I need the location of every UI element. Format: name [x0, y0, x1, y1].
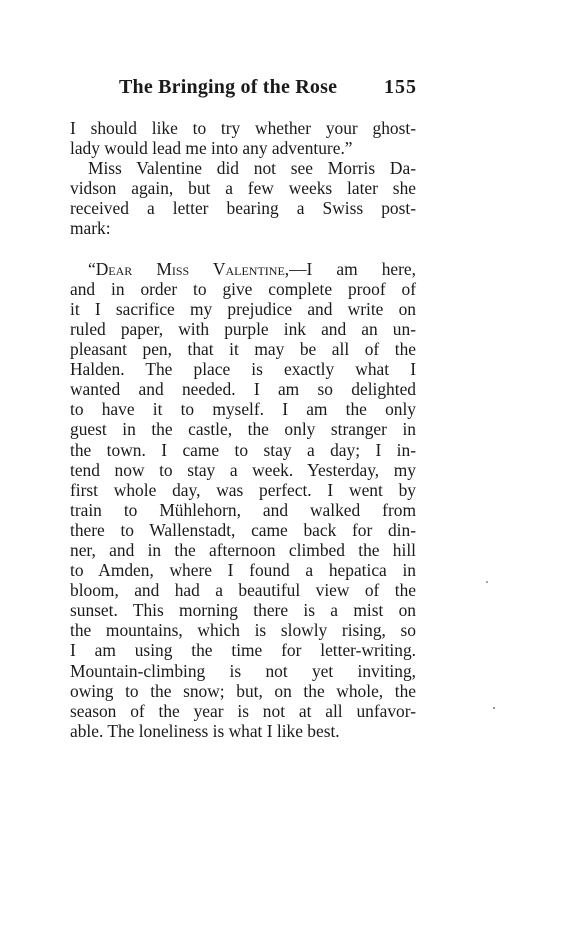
text-line: Halden. The place is exactly what I — [70, 359, 416, 380]
text-line: bloom, and had a beautiful view of the — [70, 580, 416, 601]
text-line: season of the year is not at all unfavor- — [70, 700, 416, 721]
letter-salutation: Dear Miss Valentine, — [95, 258, 290, 279]
page-number: 155 — [384, 76, 417, 98]
text-line: the town. I came to stay a day; I in- — [70, 439, 416, 460]
text-line: pleasant pen, that it may be all of the — [70, 339, 416, 360]
opening-line-rest: —I am here, — [289, 258, 416, 279]
running-title: The Bringing of the Rose — [119, 76, 338, 98]
opening-quote: “ — [88, 258, 96, 279]
text-line: there to Wallenstadt, came back for din- — [70, 519, 416, 540]
text-line: sunset. This morning there is a mist on — [70, 600, 416, 621]
text-line: I should like to try whether your ghost- — [70, 118, 416, 138]
paper-speck — [493, 707, 495, 709]
letter-opening-line — [70, 259, 416, 279]
text-line: tend now to stay a week. Yesterday, my — [70, 459, 416, 480]
paper-speck — [486, 581, 488, 583]
text-line: it I sacrifice my prejudice and write on — [70, 298, 416, 319]
text-line: vidson again, but a few weeks later she — [70, 178, 416, 199]
text-line: owing to the snow; but, on the whole, the — [70, 680, 416, 701]
text-line: Mountain-climbing is not yet inviting, — [70, 660, 416, 681]
text-line: lady would lead me into any adventure.” — [70, 138, 353, 159]
text-line: mark: — [70, 218, 111, 239]
text-line: ner, and in the afternoon climbed the hill — [70, 539, 416, 560]
text-line: guest in the castle, the only stranger in — [70, 419, 416, 440]
running-head — [119, 76, 417, 102]
text-line: and in order to give complete proof of — [70, 278, 416, 299]
text-line: to Amden, where I found a hepatica in — [70, 560, 416, 581]
body-text — [70, 118, 416, 741]
text-line: Miss Valentine did not see Morris Da- — [88, 158, 416, 179]
text-line: received a letter bearing a Swiss post- — [70, 198, 416, 219]
paragraph-gap — [70, 239, 416, 259]
text-line: the mountains, which is slowly rising, so — [70, 620, 416, 641]
text-line: to have it to myself. I am the only — [70, 399, 416, 420]
text-line: able. The loneliness is what I like best. — [70, 720, 340, 741]
text-line: first whole day, was perfect. I went by — [70, 479, 416, 500]
text-line: wanted and needed. I am so delighted — [70, 379, 416, 400]
text-line: train to Mühlehorn, and walked from — [70, 499, 416, 520]
text-line: I am using the time for letter-writing. — [70, 640, 416, 661]
text-line: ruled paper, with purple ink and an un- — [70, 318, 416, 339]
